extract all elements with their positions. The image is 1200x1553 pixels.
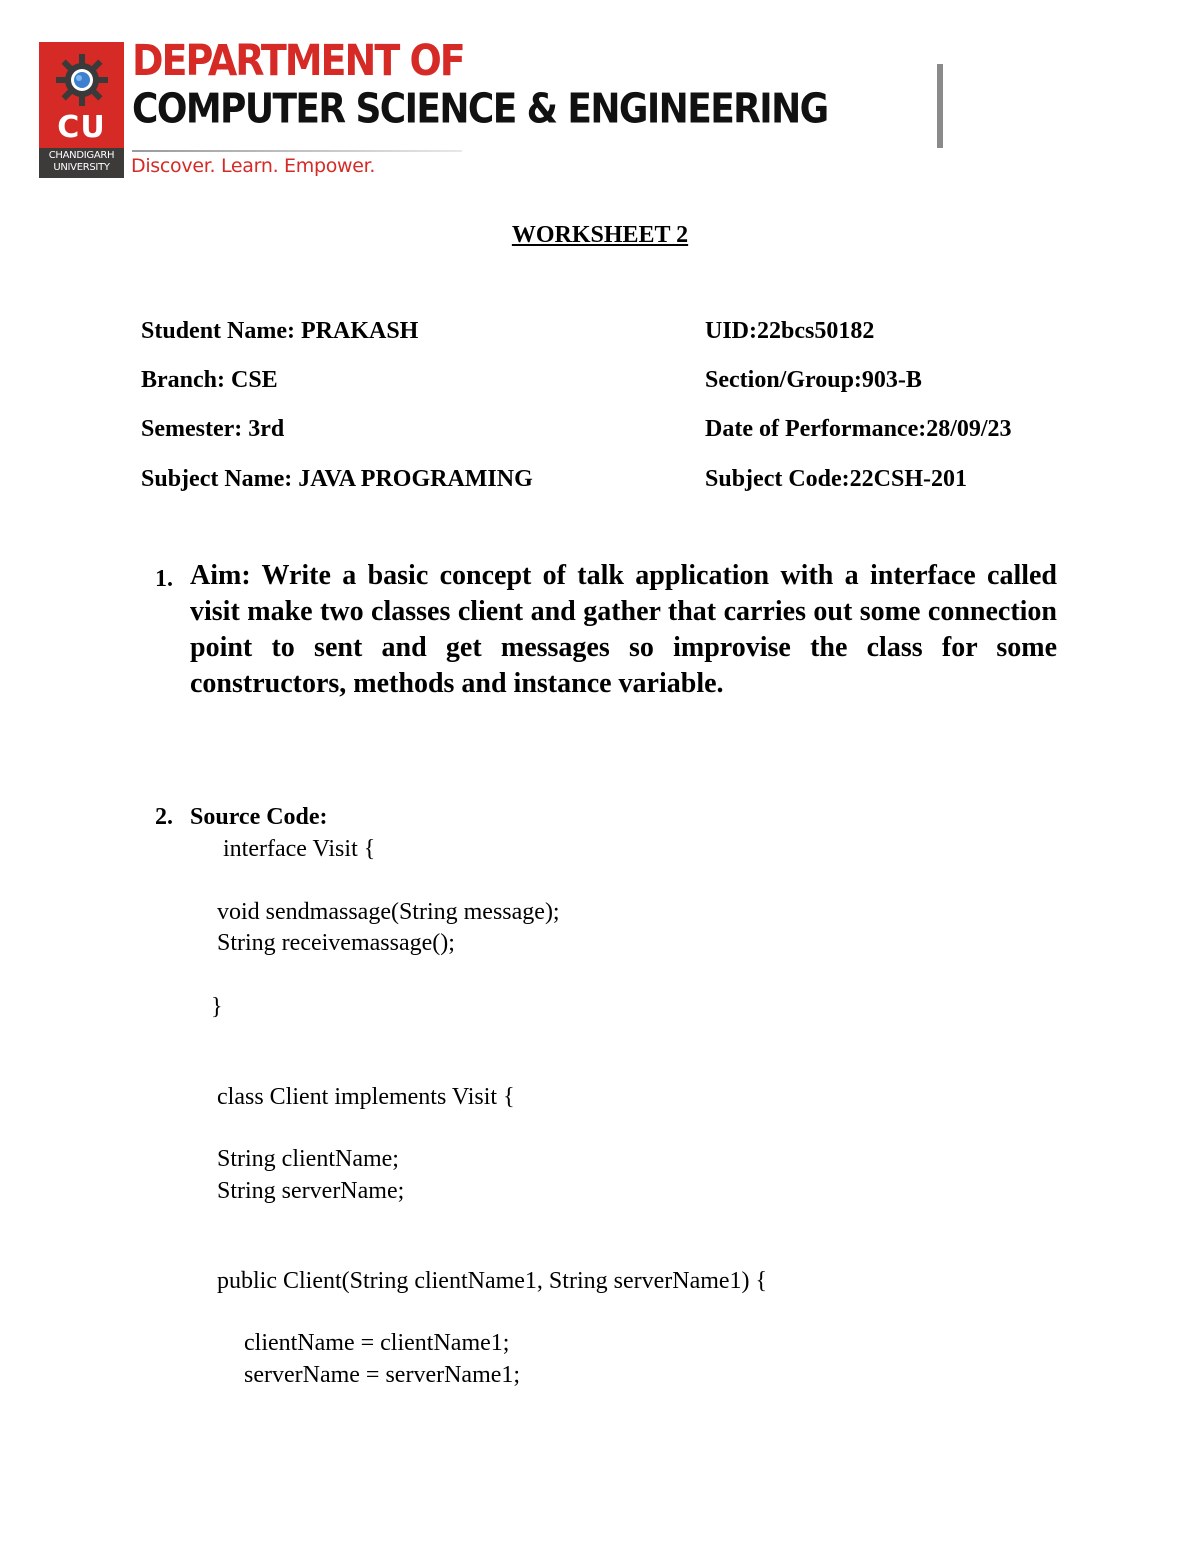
code-line: clientName = clientName1; bbox=[244, 1330, 510, 1356]
header-vertical-bar bbox=[937, 64, 943, 148]
aim-paragraph: Aim: Write a basic concept of talk application with a interface called visit make two classes client and gather that carries out some connection point to sent and get messages so improvise the class for some constructors, methods and instance variable. bbox=[190, 560, 1058, 699]
code-line: String clientName; bbox=[217, 1146, 399, 1172]
code-line: serverName = serverName1; bbox=[244, 1362, 521, 1388]
code-line: String serverName; bbox=[217, 1178, 405, 1204]
university-logo bbox=[39, 42, 124, 178]
tagline: Discover. Learn. Empower. bbox=[131, 155, 376, 177]
section-group: Section/Group:903-B bbox=[705, 367, 922, 393]
aim-description: Write a basic concept of talk application with a interface called visit make two classes client and gather that carries out some connection point to sent and get messages so improvise the class for some constructors, methods and instance variable. bbox=[190, 560, 1058, 699]
code-line: public Client(String clientName1, String serverName1) { bbox=[217, 1268, 768, 1294]
worksheet-title: WORKSHEET 2 bbox=[511, 222, 689, 248]
code-line: } bbox=[211, 994, 223, 1020]
code-line: class Client implements Visit { bbox=[217, 1084, 515, 1110]
source-number: 2. bbox=[155, 804, 173, 830]
aim-number: 1. bbox=[155, 566, 173, 592]
date-of-performance: Date of Performance:28/09/23 bbox=[705, 416, 1012, 442]
subject-name: Subject Name: JAVA PROGRAMING bbox=[141, 466, 533, 492]
tagline-divider bbox=[132, 150, 462, 152]
source-code-label: Source Code: bbox=[190, 804, 328, 830]
department-heading-line2: COMPUTER SCIENCE & ENGINEERING bbox=[132, 86, 828, 133]
department-heading-line1: DEPARTMENT OF bbox=[132, 36, 464, 86]
branch: Branch: CSE bbox=[141, 367, 278, 393]
logo-university-name: CHANDIGARH UNIVERSITY bbox=[48, 150, 115, 173]
aim-label: Aim bbox=[190, 560, 242, 591]
code-line: void sendmassage(String message); bbox=[217, 899, 560, 925]
student-uid: UID:22bcs50182 bbox=[705, 318, 875, 344]
code-line: String receivemassage(); bbox=[217, 930, 455, 956]
logo-mark: CU bbox=[57, 110, 106, 145]
code-line: interface Visit { bbox=[223, 836, 376, 862]
gear-emblem-icon bbox=[52, 50, 112, 110]
subject-code: Subject Code:22CSH-201 bbox=[705, 466, 967, 492]
semester: Semester: 3rd bbox=[141, 416, 285, 442]
student-name: Student Name: PRAKASH bbox=[141, 318, 419, 344]
